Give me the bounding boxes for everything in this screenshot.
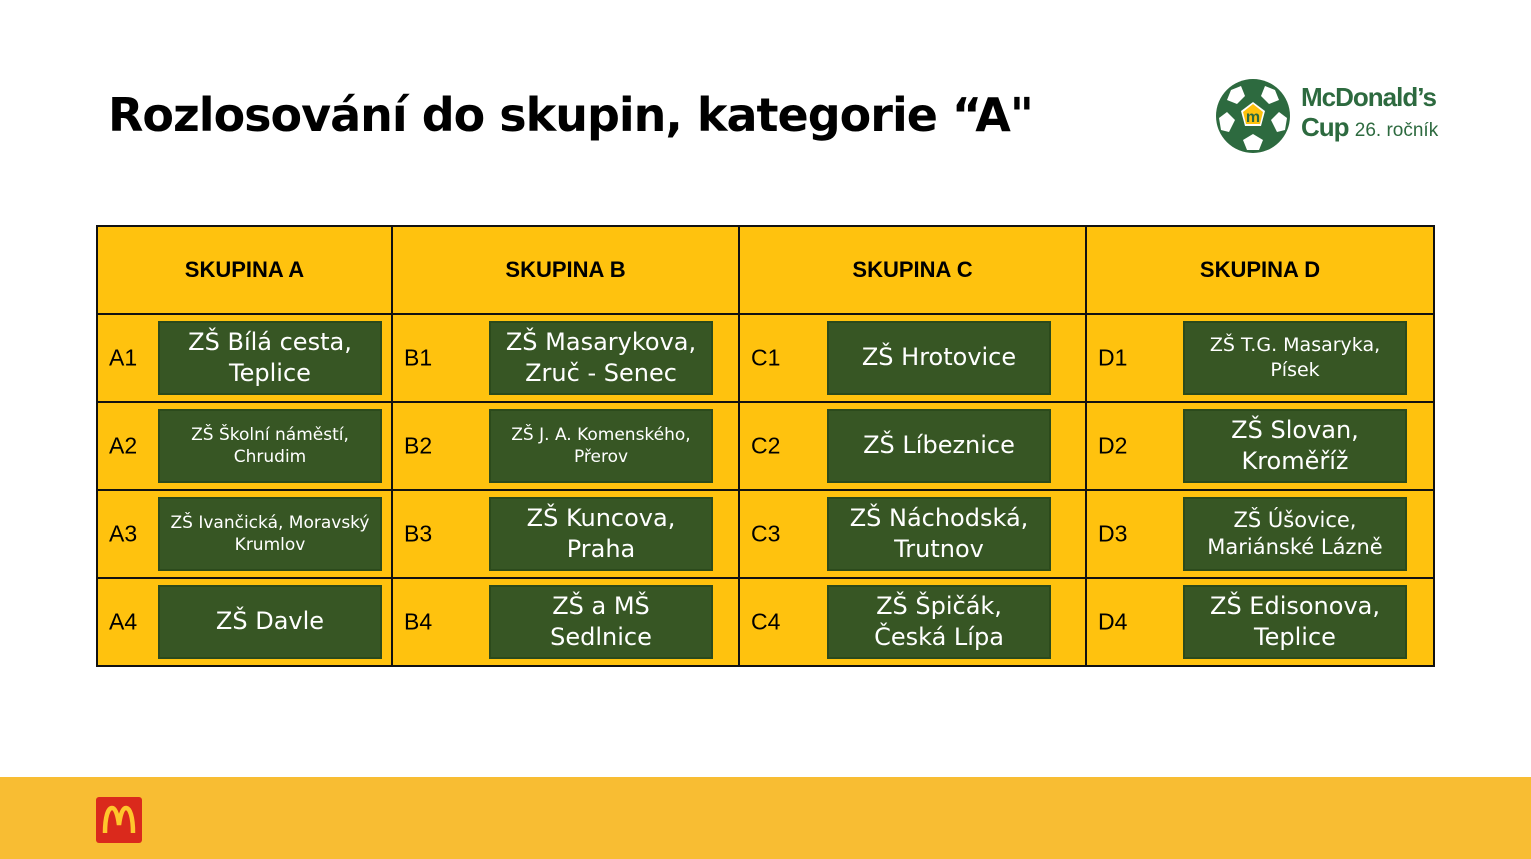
- team-box: ZŠ Bílá cesta, Teplice: [158, 321, 382, 395]
- header-group-d: SKUPINA D: [1086, 226, 1434, 314]
- team-box: ZŠ a MŠ Sedlnice: [489, 585, 713, 659]
- team-box: ZŠ Hrotovice: [827, 321, 1051, 395]
- position-code: B1: [404, 344, 433, 371]
- position-code: D3: [1098, 520, 1128, 547]
- table-cell: [1086, 490, 1434, 578]
- header-group-b: SKUPINA B: [392, 226, 739, 314]
- team-box: ZŠ Úšovice, Mariánské Lázně: [1183, 497, 1407, 571]
- position-code: A2: [109, 432, 138, 459]
- table-cell: [97, 314, 392, 402]
- svg-text:m: m: [1245, 109, 1261, 126]
- table-cell: [739, 578, 1086, 666]
- footer-bar: [0, 777, 1531, 859]
- logo-line-1: McDonald’s: [1301, 82, 1436, 112]
- team-box: ZŠ Davle: [158, 585, 382, 659]
- position-code: D2: [1098, 432, 1128, 459]
- team-box: ZŠ J. A. Komenského, Přerov: [489, 409, 713, 483]
- logo-line-2: Cup: [1301, 112, 1349, 142]
- position-code: A4: [109, 608, 138, 635]
- logo-edition: 26. ročník: [1354, 120, 1439, 141]
- page-title: Rozlosování do skupin, kategorie “A": [108, 88, 1033, 142]
- groups-table: [96, 225, 1435, 667]
- position-code: A1: [109, 344, 138, 371]
- mcdonalds-cup-logo: [1213, 76, 1443, 156]
- position-code: D1: [1098, 344, 1128, 371]
- position-code: B4: [404, 608, 433, 635]
- table-cell: [739, 314, 1086, 402]
- table-cell: [392, 402, 739, 490]
- table-cell: [1086, 314, 1434, 402]
- table-cell: [392, 314, 739, 402]
- table-cell: [739, 402, 1086, 490]
- team-box: ZŠ Kuncova, Praha: [489, 497, 713, 571]
- mcdonalds-logo-icon: [96, 797, 142, 843]
- header-group-c: SKUPINA C: [739, 226, 1086, 314]
- table-cell: [1086, 402, 1434, 490]
- position-code: B3: [404, 520, 433, 547]
- team-box: ZŠ Náchodská, Trutnov: [827, 497, 1051, 571]
- position-code: A3: [109, 520, 138, 547]
- table-row: [97, 490, 1434, 578]
- table-cell: [1086, 578, 1434, 666]
- position-code: C2: [751, 432, 781, 459]
- team-box: ZŠ Školní náměstí, Chrudim: [158, 409, 382, 483]
- team-box: ZŠ Slovan, Kroměříž: [1183, 409, 1407, 483]
- soccer-ball-icon: [1213, 76, 1293, 156]
- team-box: ZŠ Masarykova, Zruč - Senec: [489, 321, 713, 395]
- position-code: C1: [751, 344, 781, 371]
- position-code: D4: [1098, 608, 1128, 635]
- table-row: [97, 314, 1434, 402]
- position-code: C3: [751, 520, 781, 547]
- table-row: [97, 402, 1434, 490]
- table-cell: [97, 402, 392, 490]
- position-code: B2: [404, 432, 433, 459]
- team-box: ZŠ Edisonova, Teplice: [1183, 585, 1407, 659]
- team-box: ZŠ T.G. Masaryka, Písek: [1183, 321, 1407, 395]
- position-code: C4: [751, 608, 781, 635]
- table-row: [97, 578, 1434, 666]
- team-box: ZŠ Špičák, Česká Lípa: [827, 585, 1051, 659]
- table-cell: [739, 490, 1086, 578]
- table-cell: [97, 578, 392, 666]
- team-box: ZŠ Líbeznice: [827, 409, 1051, 483]
- table-header-row: [97, 226, 1434, 314]
- header-group-a: SKUPINA A: [97, 226, 392, 314]
- table-cell: [392, 578, 739, 666]
- table-cell: [97, 490, 392, 578]
- team-box: ZŠ Ivančická, Moravský Krumlov: [158, 497, 382, 571]
- table-cell: [392, 490, 739, 578]
